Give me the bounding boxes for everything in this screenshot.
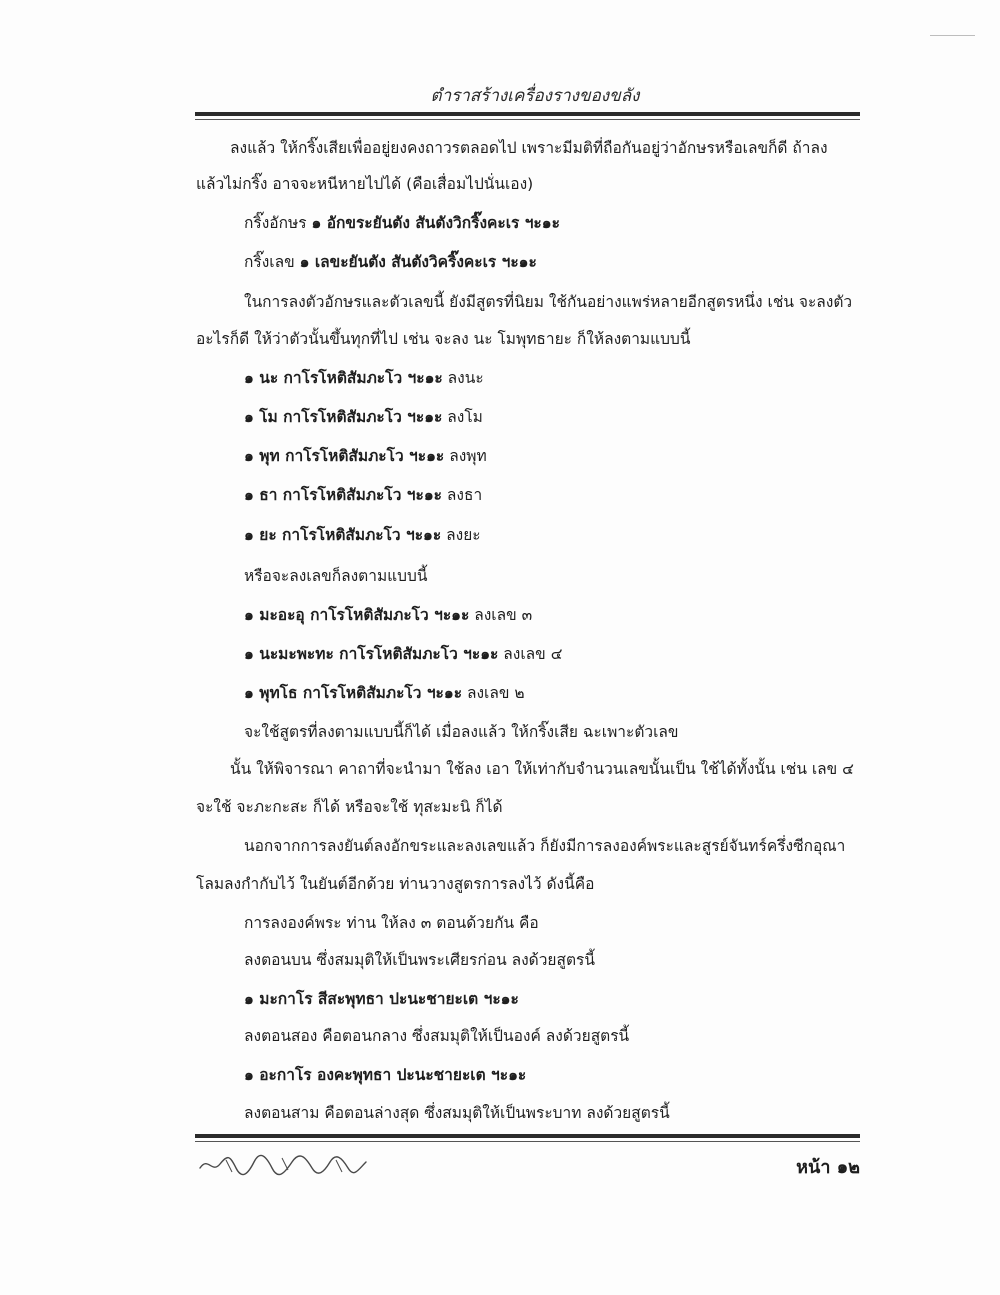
paragraph-line: หรือจะลงเลขก็ลงตามแบบนี้ [244,567,428,585]
handwritten-signature [196,1152,376,1176]
incantation-text: ๑ มะกาโร สีสะพุทธา ปะนะชายะเต ฯะ๑ะ [244,990,519,1008]
line-note: ลงยะ [441,526,481,544]
paragraph-line: นั้น ให้พิจารณา คาถาที่จะนำมา ใช้ลง เอา ให้เท่ากับจำนวนเลขนั้นเป็น ใช้ได้ทั้งนั้น เช่น เลข ๔ [230,760,854,778]
line-label: กริ๊งเลข [244,253,300,271]
incantation-line [244,525,481,545]
incantation-text: ๑ อักขระยันตัง สันตังวิกริ๊งคะเร ฯะ๑ะ [311,214,560,232]
footer-rule-thick [195,1134,860,1138]
running-header-title: ตำราสร้างเครื่องรางของขลัง [430,86,640,106]
scan-mark [930,35,975,36]
header-rule-thin [195,119,860,120]
line-note: ลงธา [441,486,483,504]
incantation-text: ๑ ยะ กาโรโหติสัมภะโว ฯะ๑ะ [244,526,442,544]
header-rule-thick [195,112,860,116]
paragraph-line: โลมลงกำกับไว้ ในยันต์อีกด้วย ท่านวางสูตรการลงไว้ ดังนี้คือ [196,875,595,893]
paragraph-line: อะไรก็ดี ให้ว่าตัวนั้นขึ้นทุกที่ไป เช่น จะลง นะ โมพุทธายะ ก็ให้ลงตามแบบนี้ [196,330,691,348]
paragraph-line: ลงตอนบน ซึ่งสมมุติให้เป็นพระเศียรก่อน ลงด้วยสูตรนี้ [244,951,595,969]
paragraph-line: การลงองค์พระ ท่าน ให้ลง ๓ ตอนด้วยกัน คือ [244,914,539,932]
incantation-text: ๑ อะกาโร องคะพุทธา ปะนะชายะเต ฯะ๑ะ [244,1066,527,1084]
incantation-line [244,485,482,505]
incantation-line [244,213,560,233]
incantation-line [244,644,562,664]
paragraph-line: จะใช้ จะภะกะสะ ก็ได้ หรือจะใช้ ทุสะมะนิ ก็ได้ [196,798,503,816]
incantation-line [244,368,484,388]
line-note: ลงพุท [444,447,487,465]
line-note: ลงเลข ๒ [462,684,525,702]
paragraph-line: ลงตอนสาม คือตอนล่างสุด ซึ่งสมมุติให้เป็นพระบาท ลงด้วยสูตรนี้ [244,1104,670,1122]
incantation-line [244,1065,526,1085]
paragraph-line: ในการลงตัวอักษรและตัวเลขนี้ ยังมีสูตรที่นิยม ใช้กันอย่างแพร่หลายอีกสูตรหนึ่ง เช่น จะลงตัว [244,293,853,311]
footer-rule-thin [195,1141,860,1142]
paragraph-line: ลงตอนสอง คือตอนกลาง ซึ่งสมมุติให้เป็นองค์ ลงด้วยสูตรนี้ [244,1027,630,1045]
incantation-line [244,989,519,1009]
incantation-line [244,605,532,625]
incantation-line [244,683,525,703]
line-note: ลงนะ [442,369,484,387]
incantation-text: ๑ โม กาโรโหติสัมภะโว ฯะ๑ะ [244,408,443,426]
incantation-text: ๑ มะอะอุ กาโรโหติสัมภะโว ฯะ๑ะ [244,606,470,624]
paragraph-line: นอกจากการลงยันต์ลงอักขระและลงเลขแล้ว ก็ยังมีการลงองค์พระและสูรย์จันทร์ครึ่งซีกอุณา [244,837,846,855]
paragraph-line: จะใช้สูตรที่ลงตามแบบนี้ก็ได้ เมื่อลงแล้ว ให้กริ๊งเสีย ฉะเพาะตัวเลข [244,723,679,741]
incantation-text: ๑ พุทโธ กาโรโหติสัมภะโว ฯะ๑ะ [244,684,463,702]
line-note: ลงเลข ๓ [469,606,533,624]
incantation-line [244,446,487,466]
line-label: กริ๊งอักษร [244,214,312,232]
incantation-text: ๑ เลขะยันตัง สันตังวิคริ๊งคะเร ฯะ๑ะ [299,253,537,271]
incantation-text: ๑ นะ กาโรโหติสัมภะโว ฯะ๑ะ [244,369,443,387]
line-note: ลงโม [442,408,483,426]
incantation-text: ๑ ธา กาโรโหติสัมภะโว ฯะ๑ะ [244,486,442,504]
paragraph-line: แล้วไม่กริ๊ง อาจจะหนีหายไปได้ (คือเสื่อมไปนั่นเอง) [196,175,534,193]
paragraph-line: ลงแล้ว ให้กริ๊งเสียเพื่ออยู่ยงคงถาวรตลอดไป เพราะมีมติที่ถือกันอยู่ว่าอักษรหรือเลขก็ดี ถ้าลง [230,139,828,157]
incantation-text: ๑ นะมะพะทะ กาโรโหติสัมภะโว ฯะ๑ะ [244,645,499,663]
incantation-text: ๑ พุท กาโรโหติสัมภะโว ฯะ๑ะ [244,447,445,465]
line-note: ลงเลข ๔ [498,645,563,663]
incantation-line [244,252,537,272]
page-number: หน้า ๑๒ [796,1157,860,1178]
incantation-line [244,407,483,427]
